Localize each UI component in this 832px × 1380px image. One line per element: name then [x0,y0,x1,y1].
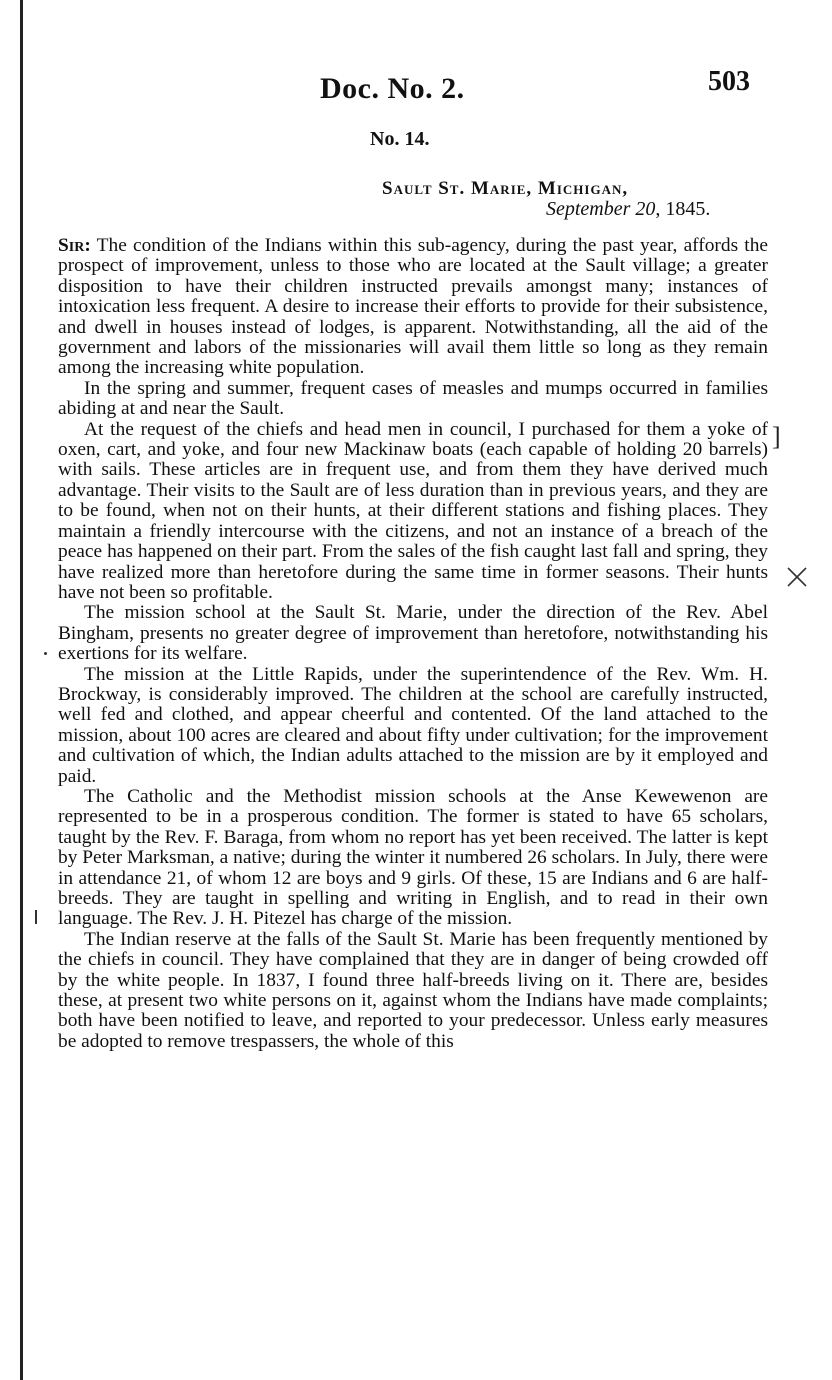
letter-date [546,198,710,221]
page-number: 503 [708,66,750,97]
body-paragraph-4: The mission school at the Sault St. Marie, under the direction of the Rev. Abel Bingham, presents no greater degree of improvement than heretofore, notwithstanding his exertions for its welfare. [58,602,768,665]
body-paragraph-7: The Indian reserve at the falls of the Sault St. Marie has been frequently mentioned by the chiefs in council. They have complained that they are in danger of being crowded off by the white people. In 1837, I found three half-breeds living on it. There are, besides these, at present two white persons on it, against whom the Indians have made complaints; both have been notified to leave, and reported to your predecessor. Unless early measures be adopted to remove trespassers, the whole of this [58,928,768,1052]
margin-dot-mark [44,652,47,655]
letter-date-year: , 1845. [655,198,711,220]
body-paragraph-5: The mission at the Little Rapids, under the superintendence of the Rev. Wm. H. Brockway, is considerably improved. The children at the school are carefully instructed, well fed and clothed, and appear cheerful and contented. Of the land attached to the mission, about 100 acres are cleared and about fifty under cultivation; for the improvement and cultivation of which, the Indian adults attached to the mission are by it employed and paid. [58,663,768,787]
letter-date-month-day: September 20 [546,198,656,220]
document-header-title: Doc. No. 2. [320,72,465,105]
margin-cross-mark [786,566,808,588]
margin-bracket-mark: ] [772,422,781,451]
letter-number: No. 14. [370,128,430,150]
letter-body [58,236,768,1052]
letter-place: Sault St. Marie, Michigan, [382,178,629,199]
body-paragraph-6: The Catholic and the Methodist mission schools at the Anse Kewewenon are represented to be in a prosperous condition. The former is stated to have 65 scholars, taught by the Rev. F. Baraga, from whom no report has yet been received. The latter is kept by Peter Marksman, a native; during the winter it numbered 26 scholars. In July, there were in attendance 21, of whom 12 are boys and 9 girls. Of these, 15 are Indians and 6 are half-breeds. They are taught in spelling and writing in English, and to read in their own language. The Rev. J. H. Pitezel has charge of the mission. [58,785,768,930]
body-paragraph-1-text: The condition of the Indians within this sub-agency, during the past year, affords the prospect of improvement, unless to those who are located at the Sault village; a greater disposition to have their children instructed prevails amongst many; instances of intoxication less frequent. A desire to increase their efforts to provide for their subsistence, and dwell in houses instead of lodges, is apparent. Notwithstanding, all the aid of the government and labors of the missionaries will avail them little so long as they remain among the increasing white population. [58,235,769,379]
body-paragraph-3: At the request of the chiefs and head men in council, I purchased for them a yoke of oxen, cart, and yoke, and four new Mackinaw boats (each capable of holding 20 barrels) with sails. These articles are in frequent use, and from them they have derived much advantage. Their visits to the Sault are of less duration than in previous years, and they are to be found, when not on their hunts, at their different stations and fishing places. They maintain a friendly intercourse with the citizens, and not an instance of a breach of the peace has happened on their part. From the sales of the fish caught last fall and spring, they have realized more than heretofore during the same time in former seasons. Their hunts have not been so profitable. [58,418,768,603]
body-paragraph-2: In the spring and summer, frequent cases of measles and mumps occurred in families abiding at and near the Sault. [58,377,768,420]
margin-tick-mark [35,910,37,924]
scan-page-edge [20,0,23,1380]
body-paragraph-1 [58,236,768,379]
salutation: Sir: [58,235,91,256]
